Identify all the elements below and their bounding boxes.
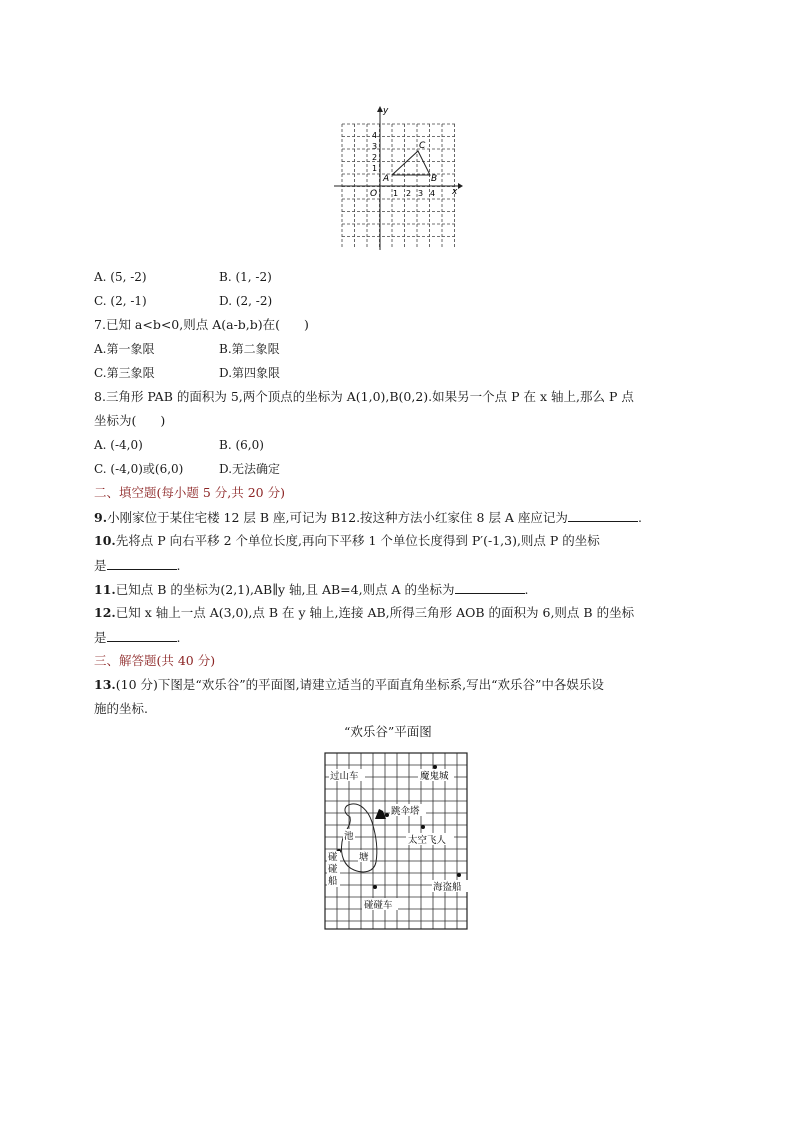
y-tick-1: 1 xyxy=(372,164,378,173)
q12-text: 已知 x 轴上一点 A(3,0),点 B 在 y 轴上,连接 AB,所得三角形 AOB 的面积为 6,则点 B 的坐标 xyxy=(115,605,635,620)
x-tick-4: 4 xyxy=(430,189,436,198)
moguicheng-label: 魔鬼城 xyxy=(420,771,449,782)
q10-line2-text: 是 xyxy=(94,558,107,573)
y-tick-4: 4 xyxy=(372,131,378,140)
q9-end: . xyxy=(637,510,642,525)
q8-option-c[interactable]: C. (-4,0)或(6,0) xyxy=(94,462,184,476)
q11-end: . xyxy=(524,582,529,597)
point-b-label: B xyxy=(431,174,438,184)
q9-text: 小刚家位于某住宅楼 12 层 B 座,可记为 B12.按这种方法小红家住 8 层 A 座应记为 xyxy=(107,510,568,525)
q7-stem xyxy=(94,317,309,333)
q11-text: 已知点 B 的坐标为(2,1),AB∥y 轴,且 AB=4,则点 A 的坐标为 xyxy=(115,582,455,597)
haidaochuan-dot xyxy=(457,873,461,877)
q12-line2 xyxy=(94,629,181,646)
q6-option-d[interactable]: D. (2, -2) xyxy=(219,294,273,308)
q7-option-d[interactable]: D.第四象限 xyxy=(219,366,281,380)
x-tick-1: 1 xyxy=(393,189,399,198)
section-fill-in-heading: 二、填空题(每小题 5 分,共 20 分) xyxy=(94,485,285,500)
section-answer-heading: 三、解答题(共 40 分) xyxy=(94,653,216,668)
haidaochuan-label: 海盗船 xyxy=(433,882,462,893)
q8-option-d[interactable]: D.无法确定 xyxy=(219,462,281,476)
q6-option-c[interactable]: C. (2, -1) xyxy=(94,294,147,308)
q11-number: 11. xyxy=(94,582,116,597)
x-tick-2: 2 xyxy=(406,189,412,198)
q13-text: (10 分)下图是“欢乐谷”的平面图,请建立适当的平面直角坐标系,写出“欢乐谷”中各娱乐设 xyxy=(115,677,604,692)
q7-option-b[interactable]: B.第二象限 xyxy=(219,342,280,356)
q6-option-a[interactable]: A. (5, -2) xyxy=(94,270,147,284)
moguicheng-dot xyxy=(433,765,437,769)
q9-number: 9. xyxy=(94,510,108,525)
chi-label: 池 xyxy=(344,831,354,842)
tang-label: 塘 xyxy=(359,852,369,863)
taikongfeiren-label: 太空飞人 xyxy=(408,835,447,846)
q13-line2: 施的坐标. xyxy=(94,701,148,716)
x-axis-arrow xyxy=(458,183,463,189)
q9-answer-blank[interactable] xyxy=(568,509,638,522)
x-axis-label: x xyxy=(452,187,458,197)
q10-number: 10. xyxy=(94,533,116,548)
tiaosanta-dot xyxy=(385,813,389,817)
coordinate-graph xyxy=(330,100,465,255)
q10-text: 先将点 P 向右平移 2 个单位长度,再向下平移 1 个单位长度得到 P′(-1,3),则点 P 的坐标 xyxy=(115,533,600,548)
q8-stem-close: ) xyxy=(160,413,166,428)
q12-line1 xyxy=(94,605,634,621)
pengpengche-dot xyxy=(373,885,377,889)
pengpengche-label: 碰碰车 xyxy=(364,900,393,911)
q10-answer-blank[interactable] xyxy=(107,557,177,570)
origin-label: O xyxy=(370,189,378,199)
pengpengchuan-label: 碰碰船 xyxy=(328,852,338,887)
q6-option-b[interactable]: B. (1, -2) xyxy=(219,270,272,284)
q12-number: 12. xyxy=(94,605,116,620)
q8-option-b[interactable]: B. (6,0) xyxy=(219,438,264,452)
y-axis-label: y xyxy=(383,106,389,116)
q10-line2 xyxy=(94,557,181,574)
point-c-label: C xyxy=(419,141,426,151)
q7-stem-close: ) xyxy=(304,317,309,332)
amusement-park-map xyxy=(322,750,470,932)
q9 xyxy=(94,509,642,526)
y-tick-2: 2 xyxy=(372,153,378,162)
q7-stem-text: 已知 a<b<0,则点 A(a-b,b)在( xyxy=(105,317,281,332)
q12-line2-text: 是 xyxy=(94,630,107,645)
tiaosanta-icon xyxy=(375,809,386,819)
y-tick-3: 3 xyxy=(372,142,378,151)
q13-line1 xyxy=(94,677,604,693)
q12-answer-blank[interactable] xyxy=(107,629,177,642)
q12-end: . xyxy=(176,630,181,645)
q11 xyxy=(94,581,529,598)
guoshanche-label: 过山车 xyxy=(330,771,359,782)
taikongfeiren-dot xyxy=(421,825,425,829)
q8-number: 8. xyxy=(94,389,106,404)
tiaosanta-label: 跳伞塔 xyxy=(391,806,420,817)
q8-option-a[interactable]: A. (-4,0) xyxy=(94,438,143,452)
q8-stem-line2 xyxy=(94,413,165,429)
q13-number: 13. xyxy=(94,677,116,692)
q7-option-c[interactable]: C.第三象限 xyxy=(94,366,155,380)
q7-number: 7. xyxy=(94,317,106,332)
q8-stem-line1 xyxy=(94,389,634,405)
q8-stem-line2-text: 坐标为( xyxy=(94,413,137,428)
x-tick-3: 3 xyxy=(418,189,424,198)
q10-end: . xyxy=(176,558,181,573)
map-title: “欢乐谷”平面图 xyxy=(344,724,432,739)
point-a-label: A xyxy=(383,174,390,184)
triangle-abc xyxy=(392,151,430,175)
q8-stem-text: 三角形 PAB 的面积为 5,两个顶点的坐标为 A(1,0),B(0,2).如果另一个点 P 在 x 轴上,那么 P 点 xyxy=(105,389,634,404)
q7-option-a[interactable]: A.第一象限 xyxy=(94,342,155,356)
q11-answer-blank[interactable] xyxy=(455,581,525,594)
q10-line1 xyxy=(94,533,600,549)
